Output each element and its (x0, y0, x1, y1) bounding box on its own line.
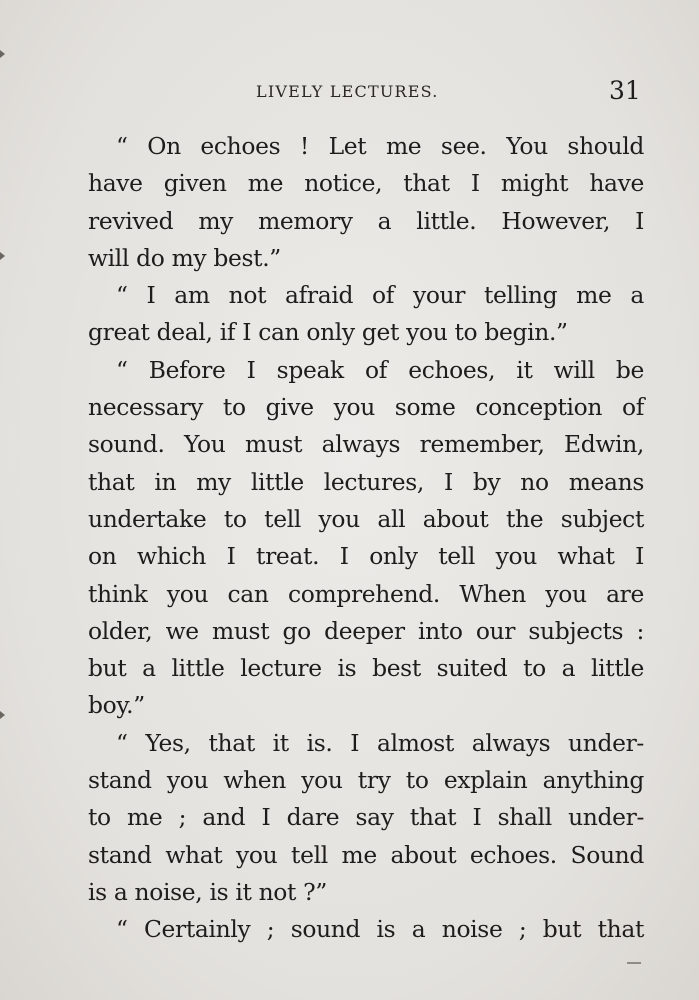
margin-arrow-icon (0, 711, 5, 719)
text-line: “ Before I speak of echoes, it will be (116, 355, 644, 384)
text-line: sound. You must always remember, Edwin, (88, 430, 644, 459)
body-text (88, 128, 644, 949)
text-line: is a noise, is it not ?” (88, 877, 327, 906)
page-mark (627, 962, 641, 964)
text-line: boy.” (88, 691, 145, 720)
page-number: 31 (609, 76, 641, 105)
margin-arrow-icon (0, 252, 5, 260)
text-line: on which I treat. I only tell you what I (88, 542, 644, 571)
text-line: have given me notice, that I might have (88, 169, 644, 198)
margin-arrow-icon (0, 50, 5, 58)
page-header (0, 76, 699, 106)
text-line: revived my memory a little. However, I (88, 206, 644, 235)
text-line: “ Yes, that it is. I almost always under- (116, 728, 644, 757)
text-line: stand what you tell me about echoes. Sound (88, 840, 644, 869)
text-line: necessary to give you some conception of (88, 393, 644, 422)
text-line: will do my best.” (88, 243, 281, 272)
text-line: “ Certainly ; sound is a noise ; but that (116, 915, 644, 944)
text-line: undertake to tell you all about the subject (88, 504, 644, 533)
text-line: that in my little lectures, I by no means (88, 467, 644, 496)
text-line: great deal, if I can only get you to begin.” (88, 318, 568, 347)
text-line: “ On echoes ! Let me see. You should (116, 132, 644, 160)
text-line: stand you when you try to explain anything (88, 766, 644, 795)
text-line: but a little lecture is best suited to a little (88, 654, 644, 683)
text-line: to me ; and I dare say that I shall under- (88, 803, 644, 832)
text-line: “ I am not afraid of your telling me a (116, 281, 644, 310)
text-line: older, we must go deeper into our subjects : (88, 616, 644, 645)
text-line: think you can comprehend. When you are (88, 579, 644, 608)
running-title: LIVELY LECTURES. (256, 82, 439, 101)
